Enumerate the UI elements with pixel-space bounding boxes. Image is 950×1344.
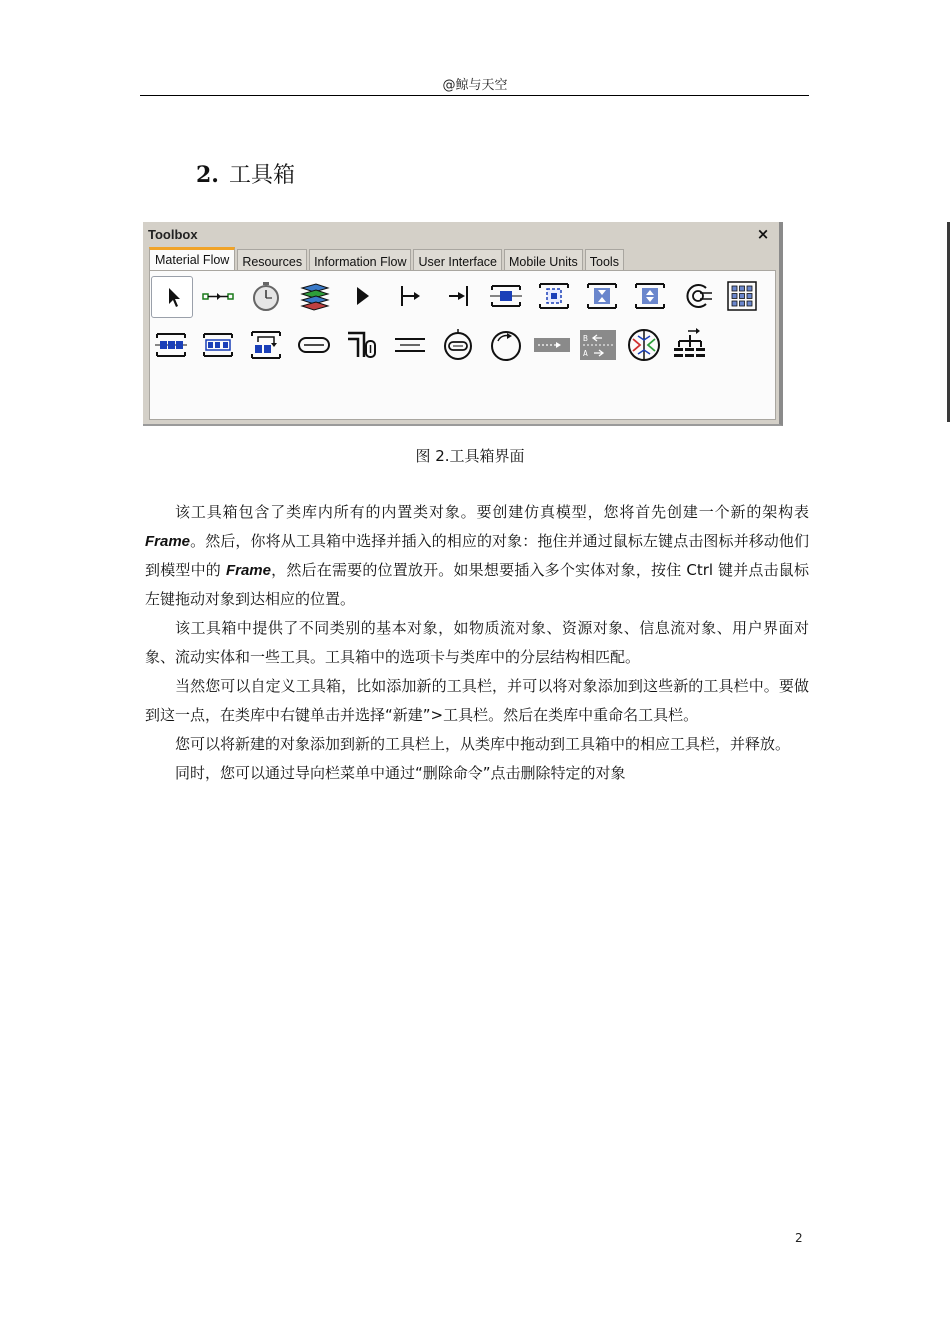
tab-mobile-units[interactable]: Mobile Units	[504, 249, 583, 271]
svg-text:B: B	[583, 334, 588, 343]
toolbox-tabs	[149, 247, 624, 271]
connector-icon[interactable]	[198, 276, 238, 316]
hierarchy-icon[interactable]	[670, 325, 710, 365]
two-lane-track-icon[interactable]	[578, 325, 618, 365]
store-icon[interactable]	[722, 276, 762, 316]
single-proc-icon[interactable]	[486, 276, 526, 316]
assembly-icon[interactable]	[582, 276, 622, 316]
tab-resources[interactable]: Resources	[237, 249, 307, 271]
paragraph-4: 您可以将新建的对象添加到新的工具栏上，从类库中拖动到工具箱中的相应工具栏，并释放。	[175, 735, 791, 753]
page-number: 2	[795, 1231, 803, 1245]
paragraph-3: 当然您可以自定义工具箱，比如添加新的工具栏，并可以将对象添加到这些新的工具栏中。要做到这一点，在类库中右键单击并选择“新建”>工具栏。然后在类库中重命名工具栏。	[145, 677, 809, 724]
sorter-icon[interactable]	[246, 325, 286, 365]
line-icon[interactable]	[294, 325, 334, 365]
toolbox-window	[143, 222, 783, 426]
pointer-icon[interactable]	[151, 276, 193, 318]
turnplate-icon[interactable]	[438, 325, 478, 365]
frame-term: Frame	[225, 562, 271, 579]
dismantle-icon[interactable]	[630, 276, 670, 316]
stopwatch-icon[interactable]	[246, 276, 286, 316]
page-header: @鲸与天空	[442, 78, 508, 93]
section-title: 工具箱	[228, 163, 295, 188]
drain-icon[interactable]	[438, 276, 478, 316]
cycle-icon[interactable]	[678, 276, 718, 316]
crossing-icon[interactable]	[624, 325, 664, 365]
section-heading	[196, 158, 295, 189]
track-icon[interactable]	[532, 325, 572, 365]
paragraph-5: 同时，您可以通过导向栏菜单中通过“删除命令”点击删除特定的对象	[175, 764, 626, 782]
play-arrow-icon[interactable]	[342, 276, 382, 316]
tab-tools[interactable]: Tools	[585, 249, 624, 271]
parallel-proc-icon[interactable]	[534, 276, 574, 316]
buffer-icon[interactable]	[151, 325, 191, 365]
placebuffer-icon[interactable]	[198, 325, 238, 365]
figure-caption: 图 2.工具箱界面	[415, 447, 525, 465]
paragraph-2: 该工具箱中提供了不同类别的基本对象，如物质流对象、资源对象、信息流对象、用户界面对象、流动实体和一些工具。工具箱中的选项卡与类库中的分层结构相匹配。	[145, 619, 809, 666]
turntable-icon[interactable]	[390, 325, 430, 365]
svg-text:A: A	[583, 349, 588, 358]
header-divider	[140, 95, 809, 96]
paragraph-1: 该工具箱包含了类库内所有的内置类对象。要创建仿真模型，您将首先创建一个新的架构表 Frame。然后，你将从工具箱中选择并插入的相应的对象：拖住并通过鼠标左键点击图标并移动他们到模型中的 Frame，然后在需要的位置放开。如果想要插入多个实体对象，按住 Ctrl 键并点击鼠标左键拖动对象到达相应的位置。	[145, 503, 809, 608]
section-number: 2.	[196, 162, 219, 188]
tab-information-flow[interactable]: Information Flow	[309, 249, 411, 271]
tab-user-interface[interactable]: User Interface	[413, 249, 502, 271]
frame-term: Frame	[145, 533, 191, 550]
circle-arrow-icon[interactable]	[486, 325, 526, 365]
toolbox-panel	[149, 270, 776, 420]
body-text	[145, 498, 809, 788]
tab-material-flow[interactable]: Material Flow	[149, 247, 235, 271]
angular-converter-icon[interactable]	[342, 325, 382, 365]
source-icon[interactable]	[390, 276, 430, 316]
toolbox-title: Toolbox	[148, 227, 198, 242]
layers-icon[interactable]	[294, 276, 334, 316]
close-icon[interactable]: ×	[756, 225, 770, 243]
